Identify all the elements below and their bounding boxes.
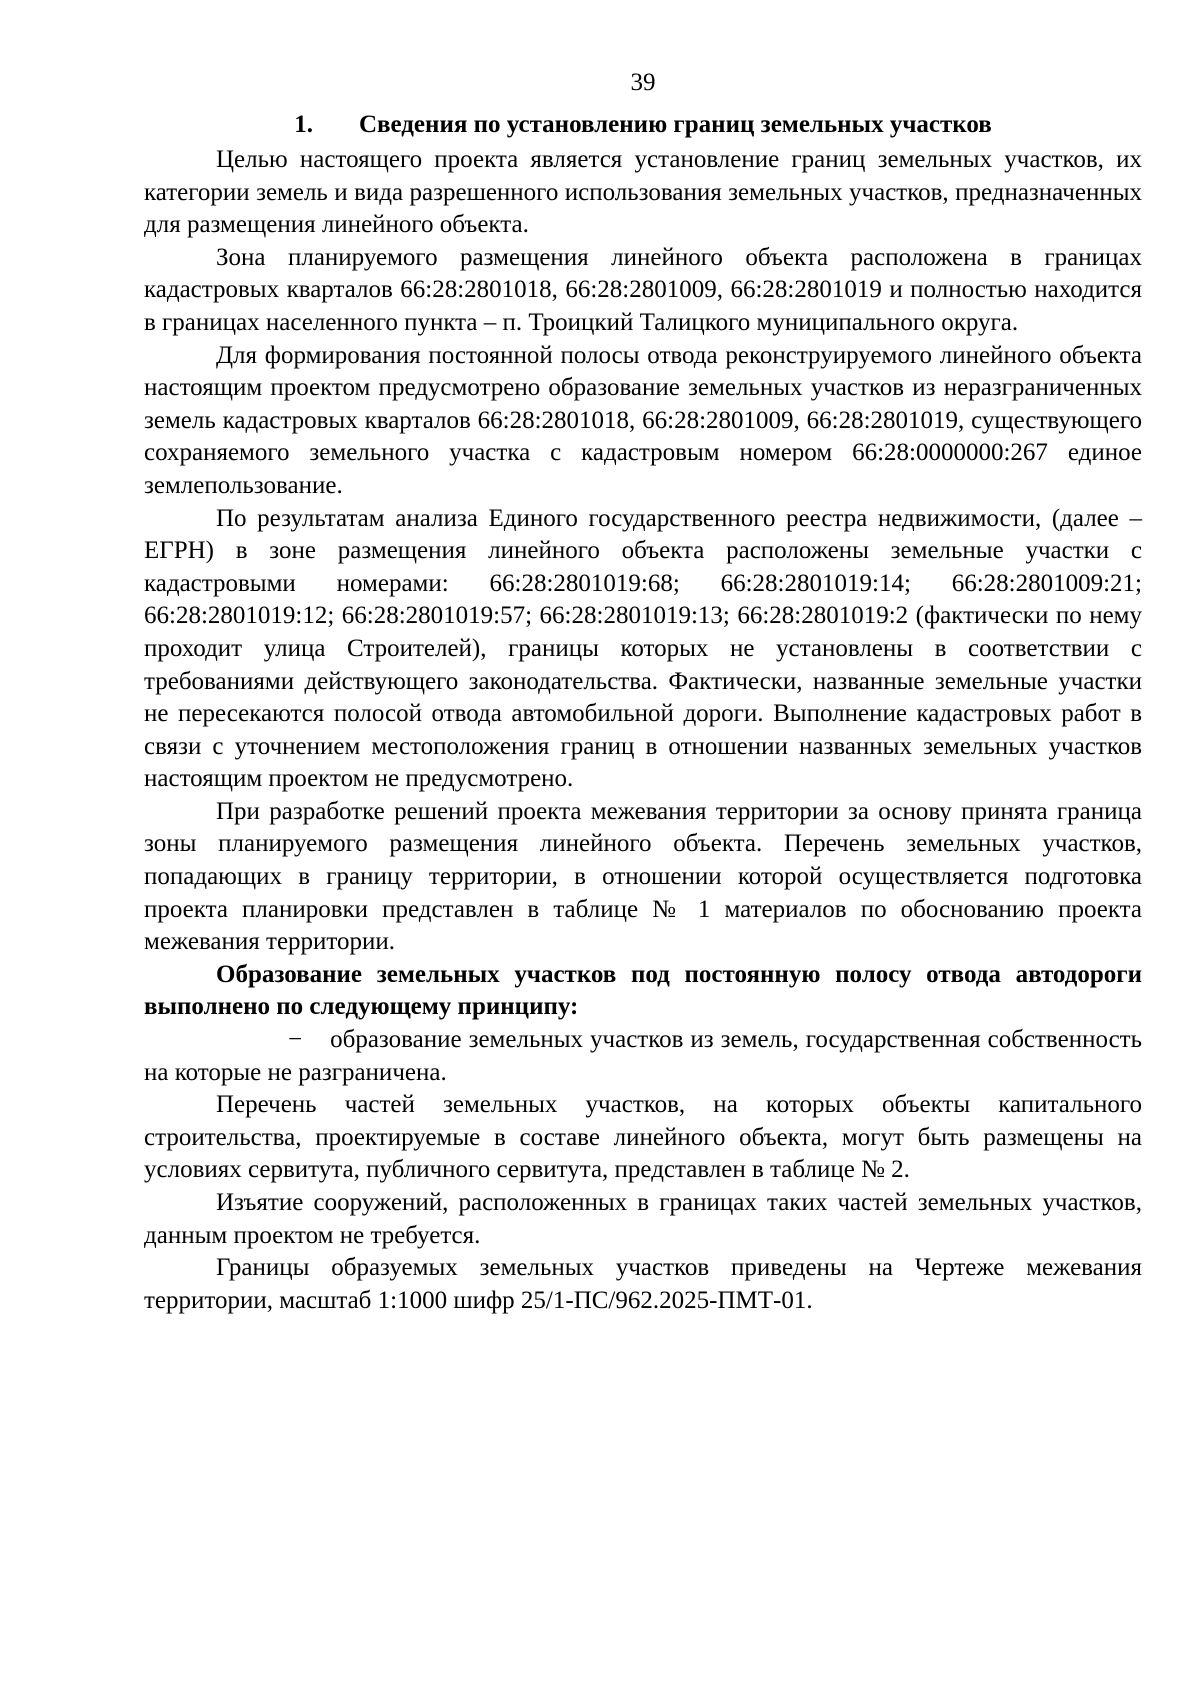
section-number: 1. <box>294 111 313 138</box>
list-item <box>144 1024 1142 1089</box>
document-page <box>144 66 1142 1317</box>
paragraph-principle-heading: Образование земельных участков под постоянную полосу отвода автодороги выполнено по следующему принципу: <box>144 960 1142 1021</box>
paragraph-egrn-analysis: По результатам анализа Единого государственного реестра недвижимости, (далее – ЕГРН) в зоне размещения линейного объекта расположены земельные участки с кадастровыми номерами: 66:28:2801019:68; 66:28:2801019:14; 66:28:2801009:21; 66:28:2801019:12; 66:28:2801019:57; 66:28:2801019:13; 66:28:2801019:2 (фактически по нему проходит улица Строителей), границы которых не установлены в соответствии с требованиями действующего законодательства. Фактически, названные земельные участки не пересекаются полосой отвода автомобильной дороги. Выполнение кадастровых работ в связи с уточнением местоположения границ в отношении названных земельных участков настоящим проектом не предусмотрено. <box>144 504 1142 793</box>
paragraph-zone: Зона планируемого размещения линейного объекта расположена в границах кадастровых кварталов 66:28:2801018, 66:28:2801009, 66:28:2801019 и полностью находится в границах населенного пункта – п. Троицкий Талицкого муниципального округа. <box>144 243 1142 336</box>
paragraph-drawing-reference: Границы образуемых земельных участков приведены на Чертеже межевания территории, масштаб 1:1000 шифр 25/1-ПС/962.2025-ПМТ-01. <box>144 1254 1142 1314</box>
section-title: Сведения по установлению границ земельных участков <box>358 111 992 138</box>
section-heading <box>144 108 1142 142</box>
page-number: 39 <box>630 69 656 96</box>
dash-marker: − <box>288 1026 303 1054</box>
paragraph-servitude: Перечень частей земельных участков, на которых объекты капитального строительства, проектируемые в составе линейного объекта, могут быть размещены на условиях сервитута, публичного сервитута, представлен в таблице № 2. <box>144 1091 1142 1184</box>
paragraph-purpose: Целью настоящего проекта является установление границ земельных участков, их категории земель и вида разрешенного использования земельных участков, предназначенных для размещения линейного объекта. <box>144 146 1142 239</box>
list-item-text: образование земельных участков из земель, государственная собственность на которые не разграничена. <box>144 1026 1142 1086</box>
paragraph-design-basis: При разработке решений проекта межевания территории за основу принята граница зоны планируемого размещения линейного объекта. Перечень земельных участков, попадающих в границу территории, в отношении которой осуществляется подготовка проекта планировки представлен в таблице № 1 материалов по обоснованию проекта межевания территории. <box>144 797 1142 956</box>
paragraph-seizure: Изъятие сооружений, расположенных в границах таких частей земельных участков, данным проектом не требуется. <box>144 1189 1142 1249</box>
paragraph-formation: Для формирования постоянной полосы отвода реконструируемого линейного объекта настоящим проектом предусмотрено образование земельных участков из неразграниченных земель кадастровых кварталов 66:28:2801018, 66:28:2801009, 66:28:2801019, существующего сохраняемого земельного участка с кадастровым номером 66:28:0000000:267 единое землепользование. <box>144 341 1142 499</box>
